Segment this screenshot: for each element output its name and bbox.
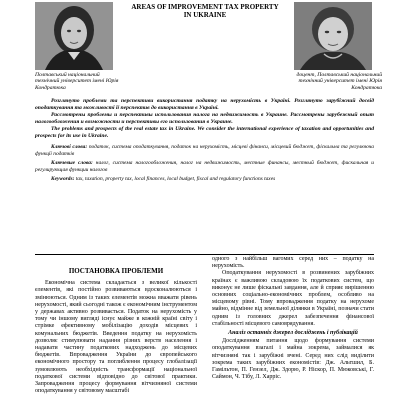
author-affiliation-right: доцент, Полтавський національний технічний університет імені Юрія Кондратюка bbox=[296, 72, 382, 91]
abstract-ru: Рассмотрены проблемы и перспективы использования налога на недвижимость в Украине. Рассмотрены зарубежный опыт налогообложения и возможности и перспективы его использования в Украине. bbox=[35, 112, 374, 125]
body-paragraph: одного з найбільш вагомих серед них – податку на нерухомість. bbox=[212, 256, 374, 270]
author-affiliation-left: Полтавський національний технічний університет імені Юрія Кондратюка bbox=[35, 72, 119, 91]
keywords-ua bbox=[35, 144, 374, 157]
author-photo-left bbox=[35, 2, 113, 70]
section-title: ПОСТАНОВКА ПРОБЛЕМИ bbox=[68, 267, 164, 275]
keywords-ru-text: налог, система налогообложения, налог на недвижимость, местные финансы, местный бюджет, фискальная и регулирующая функции налогов bbox=[35, 160, 374, 173]
keywords-ua-text: податок, система оподаткування, податок на нерухомість, місцеві фінанси, місцевий бюджет, фіскальна та регулююча функції податків bbox=[35, 144, 374, 157]
abstract-ua: Розглянуто проблеми та перспективи використання податку на нерухомість в Україні. Розглянуто зарубіжний досвід оподаткування та можливості її перспектив до використання в Україні. bbox=[35, 98, 374, 111]
abstract-en: The problems and prospects of the real estate tax in Ukraine. We consider the international experience of taxation and opportunities and prospects for its use in Ukraine. bbox=[35, 126, 374, 139]
author-photo-right bbox=[294, 2, 372, 70]
keywords-ru-label: Ключевые слова: bbox=[51, 160, 93, 167]
keywords-ru bbox=[35, 160, 374, 173]
keywords-ua-label: Ключові слова: bbox=[51, 144, 88, 150]
paper-title: AREAS OF IMPROVEMENT TAX PROPERTY IN UKRAINE bbox=[131, 3, 279, 19]
section-divider bbox=[35, 254, 374, 255]
body-paragraph: Економічна система складається з великої кількості елементів, які постійно розвиваються вдосконалюються і змінюються. Одним із таких елементів можна вважати рівень нерухомості, який сьогодні також є економічним інструментом у державах активно розвивається. Податок на нерухомість у тому чи іншому вигляді існує майже в кожній країні світу і стрімке ефективному мобілізацію доходів місцевих і комунальних бюджетів. Введення податку на нерухомість дозволяє стимулювати надання різних верств населення і надавати частину податкових надходжень до місцевих бюджетів. Впровадження України до європейського економічного простору та поглиблення процесу глобалізації зумовлюють необхідність трансформації національної податкової системи відповідно до світової практики. Запровадження процесу формування вітчизняної системи оподаткування у світовому масштабі bbox=[35, 280, 197, 395]
subsection-title: Аналіз останніх джерел досліджень і публікацій bbox=[228, 330, 358, 337]
abstracts-block bbox=[35, 98, 374, 183]
keywords-en bbox=[35, 176, 374, 183]
body-paragraph: Оподаткування нерухомості в розвинених зарубіжних країнах є важливою складовою їх податкових систем, що виконує не лише фіскальні завдання, але й сприяє вирішенню основних соціально-економічних проблем, особливо на місцевому рівні. Тому впровадження податку на нерухоме майно, відмінне від земельної ділянки в Україні, позначи стати одним із головних джерел забезпечення фінансової стабільності місцевого самоврядування. bbox=[212, 270, 374, 327]
keywords-en-label: Keywords: bbox=[51, 176, 75, 183]
body-paragraph: Дослідженням питання щодо формування системи оподаткування взагалі і майна зокрема, займалися як вітчизняні так і зарубіжні вчені. Серед них слід виділити зокрема таких зарубіжних економістів: Дж. Альтшил, Б. Гамільтон, П. Гензел, Дж. Здорю, Р. Ніскор, П. Мюковські, Г. Саймон, Ч. Тібу, Л. Харріс. bbox=[212, 338, 374, 381]
body-column-right bbox=[212, 256, 374, 381]
keywords-en-text: tax, taxation, property tax, local finances, local budget, fiscal and regulatory functions taxes bbox=[75, 176, 276, 183]
body-column-left bbox=[35, 262, 197, 395]
